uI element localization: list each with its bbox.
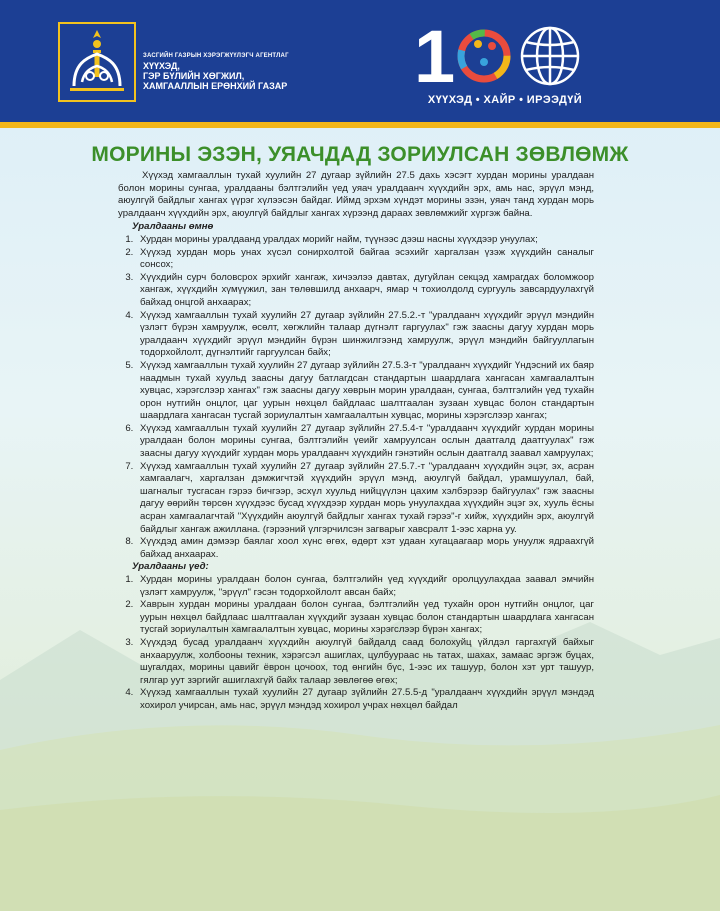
list-item: 2. Хүүхэд хурдан морь унах хүсэл сонирхолтой байгаа эсэхийг харгалзан үзэж хүүхдийн саналыг сонсох; <box>136 247 594 272</box>
agency-name-block <box>143 52 333 91</box>
list-item: 2. Хаврын хурдан морины уралдаан болон сунгаа, бэлтгэлийн үед тухайн орон нутгийн онцлог, цаг уурын нөхцөл байдлаас шалтгаалан хүүхдийг зузаан хувцас болон стандартын шаардлага хангасан тусгай зориулалтын хамгаалалтын хувцас, морины хэрэгслээр бүрэн хангах; <box>136 599 594 637</box>
during-race-list <box>118 574 594 713</box>
list-item: 6. Хүүхэд хамгааллын тухай хуулийн 27 дугаар зүйлийн 27.5.4-т "уралдаанч хүүхдийг хурдан морины уралдаан болон морины сунгаа, бэлтгэлийн үеийг хамруулсан ослын даатгалд даатгуулах" гэж заасны дагуу хүүхдийг хурдан морь уралдаанч хүүхдийн гэнэтийн ослын даатгалд заавал хамруулах; <box>136 423 594 461</box>
list-item: 5. Хүүхэд хамгааллын тухай хуулийн 27 дугаар зүйлийн 27.5.3-т "уралдаанч хүүхдийг Үндэсний их баяр наадмын тухай хуульд заасны дагуу батлагдсан стандартын шаардлага хангасан хамгаалалтын хувцас, хэрэгслээр хангах" гэж заасны дагуу хөврын морин уралдаан, сунгаа, бэлтгэлийн үед тухайн орон нутгийн онцлог, цаг уурын нөхцөл байдлаас шалтгаалан зузаан хувцас болон стандартын шаардлага хангасан тусгай зориулалтын хамгаалалтын хувцас, морины хэрэгслээр хангах; <box>136 360 594 423</box>
list-item: 4. Хүүхэд хамгааллын тухай хуулийн 27 дугаар зүйлийн 27.5.5-д "уралдаанч хүүхдийн эрүүл мэндэд хохирол учирсан, амь нас, эрүүл мэндэд хохирол учрах нөхцөл байдал <box>136 687 594 712</box>
document-body <box>118 170 594 713</box>
header-gold-stripe <box>0 122 720 128</box>
list-item: 1. Хурдан морины уралдаанд уралдах морийг найм, түүнээс дээш насны хүүхдээр унуулах; <box>136 234 594 247</box>
100-anniversary-logo <box>414 16 594 92</box>
tagline: ХҮҮХЭД • ХАЙР • ИРЭЭДҮЙ <box>427 94 583 106</box>
soyombo-emblem-icon <box>60 24 134 100</box>
document-title: МОРИНЫ ЭЗЭН, УЯАЧДАД ЗОРИУЛСАН ЗӨВЛӨМЖ <box>91 143 629 166</box>
agency-emblem <box>58 22 136 102</box>
list-item: 4. Хүүхэд хамгааллын тухай хуулийн 27 дугаар зүйлийн 27.5.2.-т "уралдаанч хүүхдийг эрүүл мэндийн үзлэгт бүрэн хамруулж, өсөлт, хөгжлийн талаар дүгнэлт гаргуулах" гэж заасны дагуу хурдан морь уралдаанч хүүхдийг эрүүл мэндийн бүрэн шинжилгээнд хамруулж, эрүүл мэндийн байгууллагын тодорхойлолт, дүгнэлтийг гаргуулсан байх; <box>136 310 594 360</box>
list-item: 8. Хүүхдэд амин дэмээр баялаг хоол хүнс өгөх, өдөрт хэт удаан хугацаагаар морь унуулж ядраахгүй байхад анхаарах. <box>136 536 594 561</box>
logo-digit-one: 1 <box>414 16 456 92</box>
header-banner <box>0 0 720 122</box>
before-race-list <box>118 234 594 561</box>
list-item: 3. Хүүхдэд бусад уралдаанч хүүхдийн аюулгүй байдалд саад болохуйц үйлдэл гаргахгүй байхыг анхааруулж, холбооны техник, хэрэгсэл ашиглах, цулбуураас нь татах, шахах, замаас эргэж буцах, шугалдах, морины цавийг ёврон цочоох, тод өнгийн бүс, 1-ээс их ташуур, болон хэт урт ташуур, гялгар уут зэргийг ашиглахгүй байх талаар зөвлөгөө өгөх; <box>136 637 594 687</box>
section-heading-before-race: Уралдааны өмнө <box>132 221 214 233</box>
agency-super-title: ЗАСГИЙН ГАЗРЫН ХЭРЭГЖҮҮЛЭГЧ АГЕНТЛАГ <box>143 53 289 59</box>
globe-icon <box>522 28 578 84</box>
agency-name: ХҮҮХЭД, ГЭР БҮЛИЙН ХӨГЖИЛ, ХАМГААЛЛЫН ЕРӨНХИЙ ГАЗАР <box>143 61 288 91</box>
section-heading-during-race: Уралдааны үед: <box>132 561 209 573</box>
intro-paragraph: Хүүхэд хамгааллын тухай хуулийн 27 дугаар зүйлийн 27.5 дахь хэсэгт хурдан морины уралдаан болон морины сунгаа, уралдааны бэлтгэлийн үед уяач уралдаанч хүүхдийн эрх, амь нас, эрүүл мэнд, аюулгүй байдлыг хангах үүрэг хүлээсэн байдаг. Иймд эрхэм хүндэт морины эзэн, уяач танд хурдан морь уралдаанч хүүхдийн эрх, аюулгүй байдлыг хангах хүрээнд дараах зөвлөмжийг хүргэж байна. <box>118 170 594 219</box>
list-item: 3. Хүүхдийн сурч боловсрох эрхийг хангаж, хичээлээ давтах, дугуйлан секцэд хамрагдах боломжоор хангаж, хүүхдийн хүмүүжил, зан төлөвшилд анхаарч, ямар ч тохиолдолд сургууль завсардуулахгүй байхад онцгой анхаарах; <box>136 272 594 310</box>
list-item: 7. Хүүхэд хамгааллын тухай хуулийн 27 дугаар зүйлийн 27.5.7.-т "уралдаанч хүүхдийн эцэг, эх, асран хамгаалагч, харгалзан дэмжигчтэй хүүхдийн эрүүл мэнд, аюулгүй байдал, урамшуулал, бай, шагналыг тусгасан гэрээ бичгээр, эсхүл хуульд нийцүүлэн цахим хэлбэрээр байгуулах" гэж заасны дагуу өөрийн төрсөн хүүхдээс бусад хүүхдээр хурдан морь унуулахдаа хүүхдийн эцэг эх, хууль ёсны асран хамгаалагчтай "Хүүхдийн аюулгүй байдлыг хангах тухай гэрээ"-г хийж, хүүхдийн эрх, аюулгүй байдлыг хангаж ажиллана. (гэрээний үлгэрчилсэн загварыг хавсралт 1-ээс харна уу. <box>136 461 594 537</box>
list-item: 1. Хурдан морины уралдаан болон сунгаа, бэлтгэлийн үед хүүхдийг оролцуулахдаа заавал эмчийн үзлэгт хамруулж, "эрүүл" гэсэн тодорхойлолт авсан байх; <box>136 574 594 599</box>
